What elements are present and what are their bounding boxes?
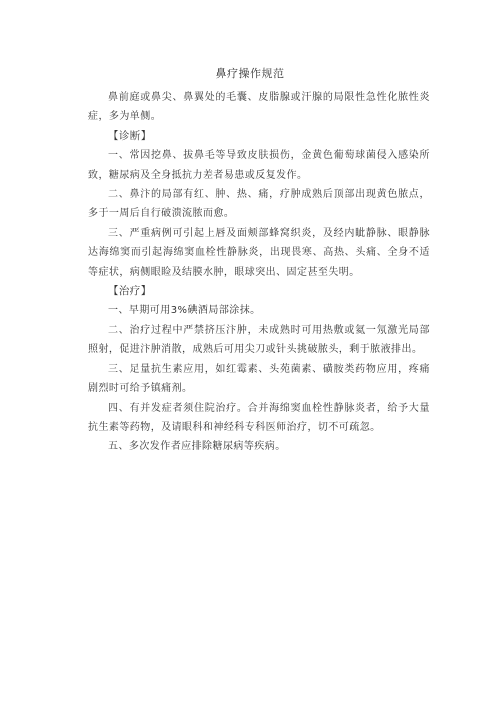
diagnosis-heading: 【诊断】 (108, 129, 152, 142)
document-title: 鼻疗操作规范 (215, 67, 285, 80)
diagnosis-item: 三、严重病例可引起上唇及面颊部蜂窝织炎，及经内眦静脉、眼静脉达海绵窦而引起海绵窦血栓性静脉炎，出现畏寒、高热、头痛、全身不适等症状，病侧眼睑及结膜水肿，眼球突出、固定甚至失明。 (88, 227, 430, 278)
treatment-heading: 【治疗】 (108, 285, 152, 298)
intro-paragraph: 鼻前庭或鼻尖、鼻翼处的毛囊、皮脂腺或汗腺的局限性急性化脓性炎症，多为单侧。 (88, 92, 430, 123)
treatment-item: 二、治疗过程中严禁挤压汴肿，未成熟时可用热敷或氦一氖激光局部照射，促进汴肿消散，成熟后可用尖刀或针头挑破脓头，剩于脓液排出。 (88, 324, 430, 356)
treatment-item: 一、早期可用3%碘酒局部涂抹。 (108, 305, 261, 317)
treatment-item: 三、足量抗生素应用，如红霉素、头苑菌素、磺胺类药物应用，疼痛剧烈时可给予镇痛剂。 (88, 363, 430, 395)
treatment-item: 五、多次发作者应排除糖尿病等疾病。 (108, 441, 286, 453)
treatment-item: 四、有并发症者须住院治疗。合并海绵窦血栓性静脉炎者，给予大量抗生素等药物，及请眼科和神经科专科医师治疗，切不可疏忽。 (88, 402, 430, 433)
diagnosis-item: 二、鼻汴的局部有红、肿、热、痛，疗肿成熟后顶部出现黄色脓点，多于一周后自行破溃流脓而愈。 (88, 189, 430, 220)
document-body (88, 88, 430, 457)
diagnosis-item: 一、常因挖鼻、拔鼻毛等导致皮肤损伤，金黄色葡萄球菌侵入感染所致，糖尿病及全身抵抗力差者易患或反复发作。 (88, 150, 430, 181)
